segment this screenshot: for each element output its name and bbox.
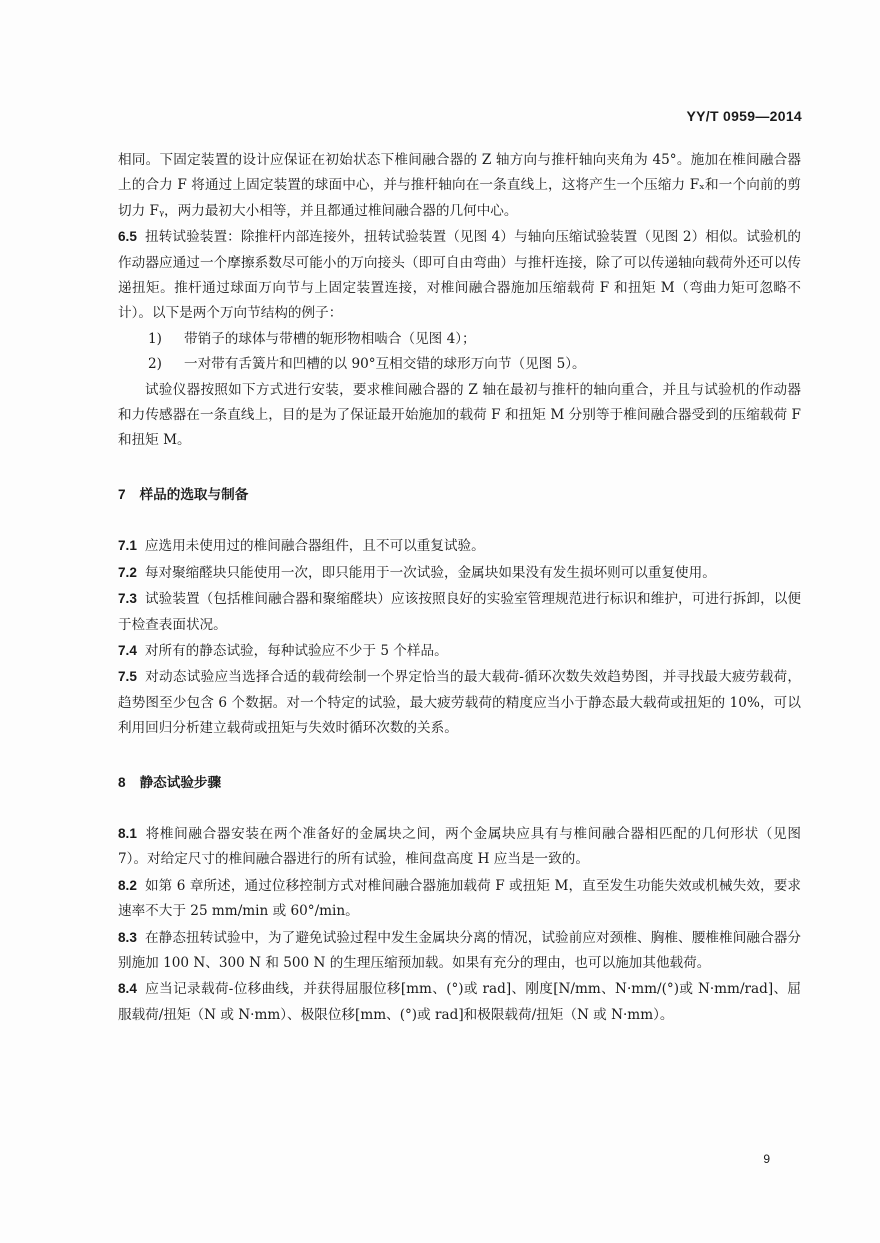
- clause-8-1: [118, 821, 801, 873]
- clause-number: 8.3: [118, 929, 137, 945]
- clause-8-4: [118, 976, 801, 1028]
- clause-8-3: [118, 925, 801, 977]
- clause-text: 应当记录载荷-位移曲线，并获得屈服位移[mm、(°)或 rad]、刚度[N/mm、N·mm/(°)或 N·mm/rad]、屈服载荷/扭矩（N 或 N·mm）、极限位移[mm、(°)或 rad]和极限载荷/扭矩（N 或 N·mm）。: [118, 981, 801, 1023]
- clause-number: 7.5: [118, 669, 137, 685]
- clause-number: 6.5: [118, 229, 137, 245]
- clause-number: 8.2: [118, 877, 137, 893]
- clause-number: 7.2: [118, 564, 137, 580]
- section-title: 样品的选取与制备: [139, 486, 249, 502]
- section-number: 8: [118, 774, 126, 790]
- clause-number: 7.4: [118, 642, 137, 658]
- clause-text: 对所有的静态试验，每种试验应不少于 5 个样品。: [144, 642, 448, 659]
- clause-6-5-followup: 试验仪器按照如下方式进行安装，要求椎间融合器的 Z 轴在最初与推杆的轴向重合，并且与试验机的作动器和力传感器在一条直线上，目的是为了保证最开始施加的载荷 F 和扭矩 M 分别等于椎间融合器受到的压缩载荷 F 和扭矩 M。: [118, 381, 801, 449]
- list-item: [118, 327, 801, 352]
- clause-7-3: [118, 586, 801, 638]
- clause-7-1: [118, 533, 801, 559]
- clause-text: 试验装置（包括椎间融合器和聚缩醛块）应该按照良好的实验室管理规范进行标识和维护，可进行拆卸，以便于检查表面状况。: [118, 591, 801, 633]
- clause-number: 8.1: [118, 825, 137, 841]
- section-title: 静态试验步骤: [139, 774, 222, 790]
- list-marker: 1): [148, 330, 162, 347]
- clause-7-5: [118, 664, 801, 741]
- clause-text: 在静态扭转试验中，为了避免试验过程中发生金属块分离的情况，试验前应对颈椎、胸椎、腰椎椎间融合器分别施加 100 N、300 N 和 500 N 的生理压缩预加载。如果有充分的理由，也可以施加其他载荷。: [118, 929, 801, 971]
- clause-text: 如第 6 章所述，通过位移控制方式对椎间融合器施加载荷 F 或扭矩 M，直至发生功能失效或机械失效，要求速率不大于 25 mm/min 或 60°/min。: [118, 877, 801, 920]
- section-number: 7: [118, 486, 126, 502]
- list-marker: 2): [148, 356, 162, 373]
- clause-8-2: [118, 873, 801, 925]
- standard-code-header: YY/T 0959—2014: [686, 108, 802, 124]
- clause-text: 扭转试验装置：除推杆内部连接外，扭转试验装置（见图 4）与轴向压缩试验装置（见图 2）相似。试验机的作动器应通过一个摩擦系数尽可能小的万向接头（即可自由弯曲）与推杆连接，除了可以传递轴向载荷外还可以传递扭矩。推杆通过球面万向节与上固定装置连接，对椎间融合器施加压缩载荷 F 和扭矩 M（弯曲力矩可忽略不计）。以下是两个万向节结构的例子：: [118, 229, 801, 322]
- clause-text: 每对聚缩醛块只能使用一次，即只能用于一次试验，金属块如果没有发生损坏则可以重复使用。: [144, 564, 716, 581]
- clause-number: 7.3: [118, 591, 137, 607]
- section-7-heading: [118, 482, 801, 507]
- clause-7-2: [118, 560, 801, 586]
- document-body: [118, 148, 801, 1028]
- clause-text: 对动态试验应当选择合适的载荷绘制一个界定恰当的最大载荷-循环次数失效趋势图，并寻找最大疲劳载荷，趋势图至少包含 6 个数据。对一个特定的试验，最大疲劳载荷的精度应当小于静态最大载荷或扭矩的 10%，可以利用回归分析建立载荷或扭矩与失效时循环次数的关系。: [118, 669, 801, 737]
- clause-7-4: [118, 638, 801, 664]
- clause-text: 将椎间融合器安装在两个准备好的金属块之间，两个金属块应具有与椎间融合器相匹配的几何形状（见图 7）。对给定尺寸的椎间融合器进行的所有试验，椎间盘高度 H 应当是一致的。: [118, 825, 801, 868]
- intro-paragraph: 相同。下固定装置的设计应保证在初始状态下椎间融合器的 Z 轴方向与推杆轴向夹角为 45°。施加在椎间融合器上的合力 F 将通过上固定装置的球面中心，并与推杆轴向在一条直线上，这将产生一个压缩力 Fₓ和一个向前的剪切力 Fᵧ，两力最初大小相等，并且都通过椎间融合器的几何中心。: [118, 152, 801, 219]
- clause-text: 应选用未使用过的椎间融合器组件，且不可以重复试验。: [144, 538, 485, 555]
- page-number: 9: [763, 1152, 770, 1166]
- list-item-text: 一对带有舌簧片和凹槽的以 90°互相交错的球形万向节（见图 5）。: [184, 356, 586, 373]
- clause-number: 8.4: [118, 981, 137, 997]
- list-item: [118, 352, 801, 377]
- clause-6-5: [118, 224, 801, 327]
- clause-number: 7.1: [118, 538, 137, 554]
- list-item-text: 带销子的球体与带槽的轭形物相啮合（见图 4）；: [184, 330, 476, 347]
- section-8-heading: [118, 770, 801, 795]
